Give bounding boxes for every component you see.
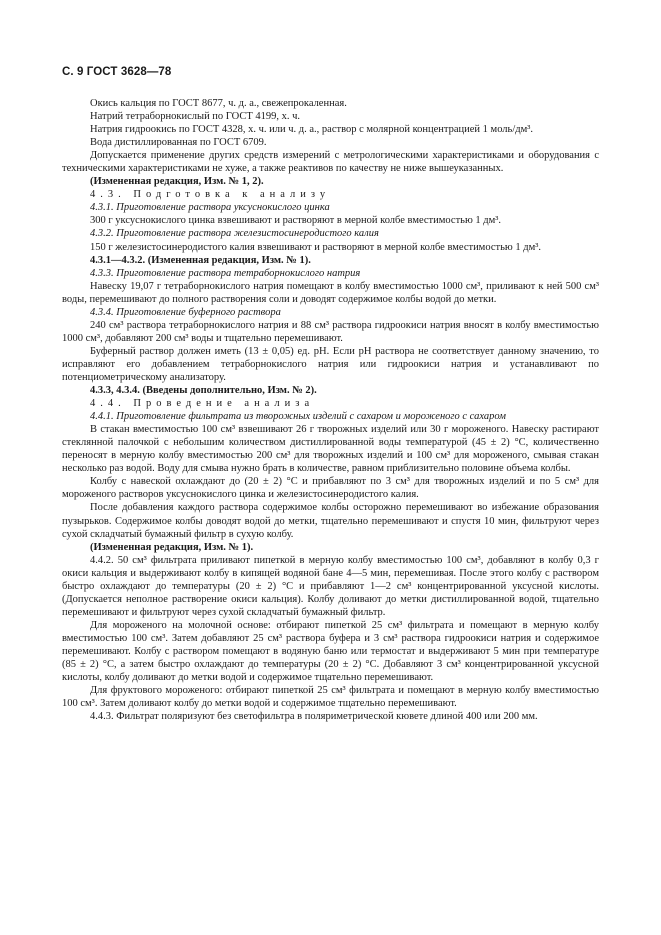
paragraph: (Измененная редакция, Изм. № 1, 2).: [90, 176, 264, 188]
paragraph: 300 г уксуснокислого цинка взвешивают и растворяют в мерной колбе вместимостью 1 дм³.: [90, 215, 502, 227]
paragraph: Натрия гидроокись по ГОСТ 4328, х. ч. или ч. д. а., раствор с молярной концентрацией 1 моль/дм³.: [90, 124, 534, 136]
paragraph: Допускается применение других средств измерений с метрологическими характеристиками и оборудования с техническими характеристиками не хуже, а также реактивов по качеству не ниже вышеуказанных.: [62, 150, 599, 175]
document-body: [62, 97, 599, 723]
paragraph: Окись кальция по ГОСТ 8677, ч. д. а., свежепрокаленная.: [90, 98, 347, 109]
paragraph: 4.4.2. 50 см³ фильтрата приливают пипеткой в мерную колбу вместимостью 100 см³, добавляют в колбу 0,3 г окиси кальция и выдерживают колбу в кипящей водяной бане 4—5 мин, перемешивая. После этого колбу с раствором быстро охлаждают до температуры (20 ± 2) °С и прибавляют 1—2 см³ концентрированной уксусной кислоты. (Допускается неполное растворение окиси кальция). Колбу доливают до метки дистиллированной водой, тщательно перемешивают и фильтруют через сухой складчатый бумажный фильтр.: [62, 554, 599, 618]
paragraph: 4.3.4. Приготовление буферного раствора: [90, 306, 281, 318]
paragraph: (Измененная редакция, Изм. № 1).: [90, 541, 254, 553]
paragraph: 4.4.1. Приготовление фильтрата из творожных изделий с сахаром и мороженого с сахаром: [90, 411, 506, 423]
paragraph: Буферный раствор должен иметь (13 ± 0,05) ед. рН. Если рН раствора не соответствует данному значению, то исправляют его добавлением тетраборнокислого натрия или гидроокиси натрия и устанавливают по потенциометрическому анализатору.: [62, 345, 599, 383]
paragraph: В стакан вместимостью 100 см³ взвешивают 26 г творожных изделий или 30 г мороженого. Навеску растирают стеклянной палочкой с небольшим количеством дистиллированной воды температурой (45 ± 2) °С, количественно переносят в мерную колбу вместимостью 200 см³ для творожных изделий и 100 см³ для мороженого, смывая стакан несколько раз водой. Воду для смыва нужно брать в количестве, равном приблизительно половине объема колбы.: [62, 424, 599, 475]
paragraph: 4.4. Проведение анализа: [90, 398, 315, 410]
paragraph: 4.4.3. Фильтрат поляризуют без светофильтра в поляриметрической кювете длиной 400 или 200 мм.: [90, 711, 538, 723]
paragraph: 4.3. Подготовка к анализу: [90, 189, 331, 201]
paragraph: 150 г железистосинеродистого калия взвешивают и растворяют в мерной колбе вместимостью 1 дм³.: [90, 241, 541, 253]
paragraph: 240 см³ раствора тетраборнокислого натрия и 88 см³ раствора гидроокиси натрия вносят в колбу вместимостью 1000 см³, добавляют 200 см³ воды и тщательно перемешивают.: [62, 319, 599, 344]
paragraph: Для фруктового мороженого: отбирают пипеткой 25 см³ фильтрата и помещают в мерную колбу вместимостью 100 см³. Затем доливают колбу до метки водой и содержимое тщательно перемешивают.: [62, 685, 599, 710]
paragraph: 4.3.3, 4.3.4. (Введены дополнительно, Изм. № 2).: [90, 385, 317, 397]
paragraph: После добавления каждого раствора содержимое колбы осторожно перемешивают во избежание образования пузырьков. Содержимое колбы доводят водой до метки, тщательно перемешивают и спустя 10 мин, фильтруют через сухой складчатый бумажный фильтр в сухую колбу.: [62, 502, 599, 540]
paragraph: Для мороженого на молочной основе: отбирают пипеткой 25 см³ фильтрата и помещают в мерную колбу вместимостью 100 см³. Затем добавляют 25 см³ раствора буфера и 3 см³ раствора гидроокиси натрия и содержимое перемешивают. Колбу с раствором помещают в водяную баню или термостат и выдерживают 5 мин при температуре (85 ± 2) °С, а затем быстро охлаждают до температуры (20 ± 2) °С. Добавляют 3 см³ концентрированной уксусной кислоты, колбу доливают до метки водой и содержимое тщательно перемешивают.: [62, 619, 599, 684]
paragraph: Колбу с навеской охлаждают до (20 ± 2) °С и прибавляют по 3 см³ для творожных изделий и по 5 см³ для мороженого растворов уксуснокислого цинка и железистосинеродистого калия.: [62, 476, 599, 501]
page-header: С. 9 ГОСТ 3628—78: [62, 66, 172, 78]
paragraph: 4.3.1. Приготовление раствора уксуснокислого цинка: [90, 202, 330, 214]
paragraph: 4.3.2. Приготовление раствора железистосинеродистого калия: [90, 228, 379, 240]
paragraph: Навеску 19,07 г тетраборнокислого натрия помещают в колбу вместимостью 1000 см³, приливают к ней 500 см³ воды, перемешивают до полного растворения соли и доводят содержимое колбы водой до метки.: [62, 280, 599, 305]
paragraph: Вода дистиллированная по ГОСТ 6709.: [90, 137, 267, 149]
paragraph: 4.3.1—4.3.2. (Измененная редакция, Изм. № 1).: [90, 254, 311, 266]
paragraph: Натрий тетраборнокислый по ГОСТ 4199, х. ч.: [90, 111, 301, 123]
paragraph: 4.3.3. Приготовление раствора тетраборнокислого натрия: [90, 267, 361, 279]
